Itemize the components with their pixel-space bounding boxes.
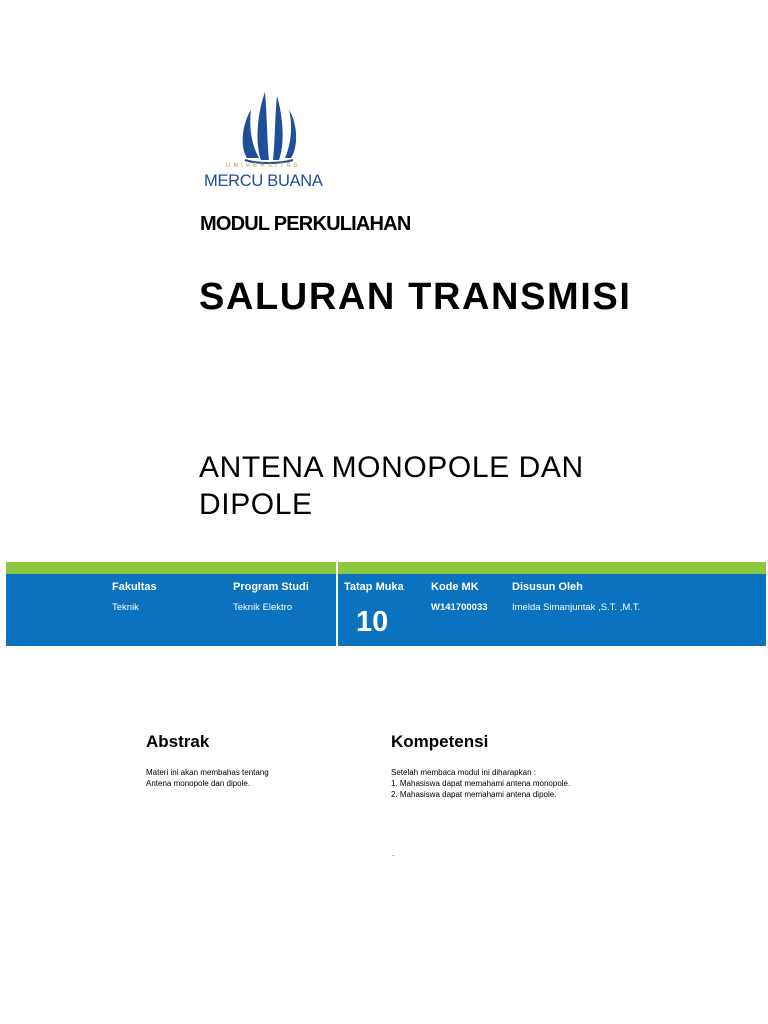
- fakultas-value: Teknik: [112, 602, 139, 613]
- mercu-buana-emblem-icon: [199, 86, 337, 166]
- disusun-oleh-value: Imelda Simanjuntak ,S.T. ,M.T.: [512, 602, 641, 613]
- kode-mk-label: Kode MK: [431, 581, 479, 593]
- info-band-accent: [6, 562, 766, 574]
- program-studi-label: Program Studi: [233, 581, 309, 593]
- module-subtitle: ANTENA MONOPOLE DAN DIPOLE: [199, 451, 584, 521]
- trailing-dot: .: [392, 849, 395, 858]
- program-studi-value: Teknik Elektro: [233, 602, 293, 613]
- disusun-oleh-label: Disusun Oleh: [512, 581, 583, 593]
- fakultas-label: Fakultas: [112, 581, 157, 593]
- logo-name-text: MERCU BUANA: [204, 172, 323, 190]
- kompetensi-item-2: 2. Mahasiswa dapat memahami antena dipole.: [391, 790, 557, 799]
- info-band-divider: [336, 562, 338, 646]
- kompetensi-intro: Setelah membaca modul ini diharapkan :: [391, 768, 536, 777]
- tatap-muka-label: Tatap Muka: [344, 581, 404, 593]
- abstrak-line-2: Antena monopole dan dipole.: [146, 779, 251, 788]
- tatap-muka-value: 10: [356, 606, 389, 638]
- kode-mk-value: W141700033: [431, 602, 488, 613]
- abstrak-heading: Abstrak: [146, 732, 210, 751]
- kompetensi-heading: Kompetensi: [391, 732, 489, 751]
- course-title: SALURAN TRANSMISI: [199, 276, 632, 318]
- logo-universitas-text: UNIVERSITAS: [226, 163, 301, 169]
- abstrak-line-1: Materi ini akan membahas tentang: [146, 768, 269, 777]
- module-label: MODUL PERKULIAHAN: [200, 213, 411, 235]
- kompetensi-item-1: 1. Mahasiswa dapat memahami antena monopole.: [391, 779, 571, 788]
